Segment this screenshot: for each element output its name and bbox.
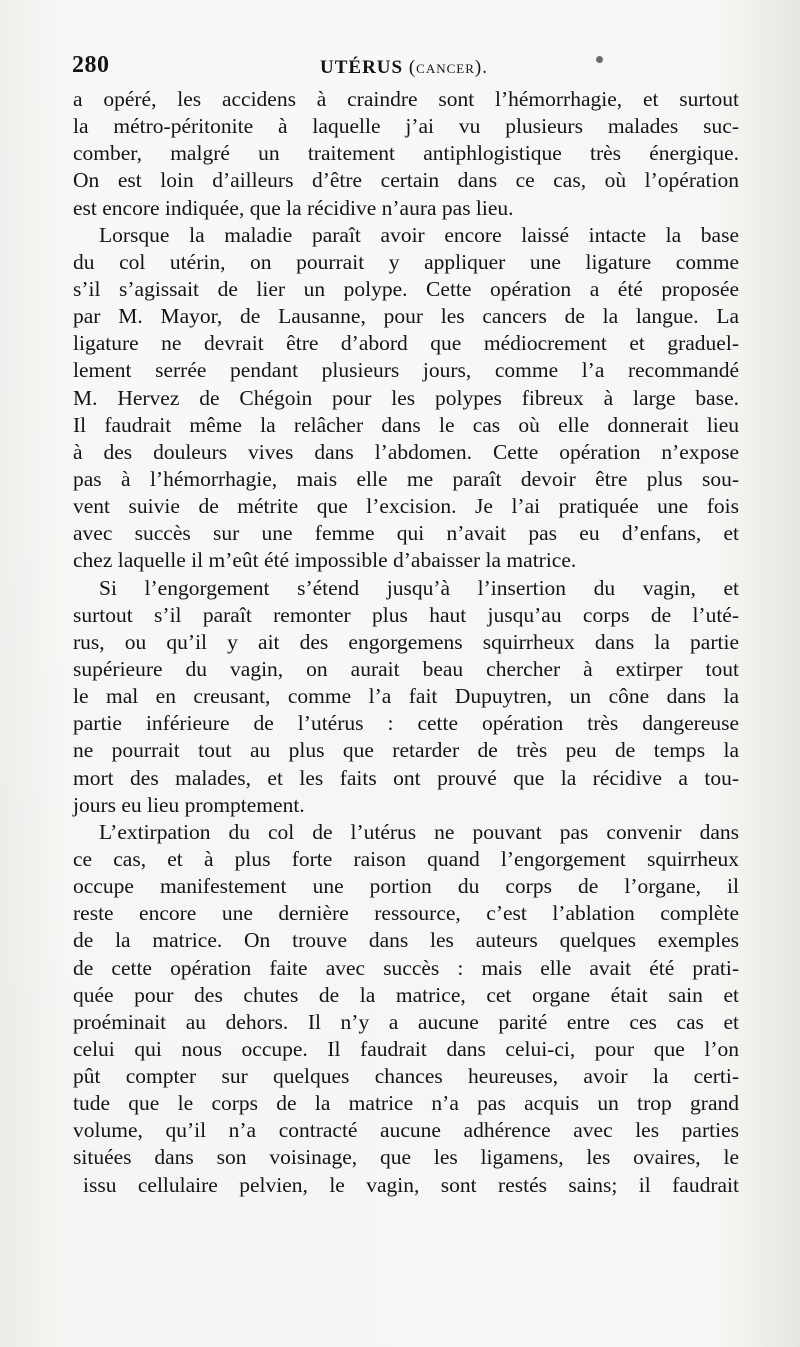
- text-line: du col utérin, on pourrait y appliquer une ligature comme: [73, 249, 739, 274]
- text-line: a opéré, les accidens à craindre sont l’hémorrhagie, et surtout: [73, 87, 739, 111]
- running-title-sub: (cancer).: [408, 57, 488, 78]
- text-line: tude que le corps de la matrice n’a pas acquis un trop grand: [73, 1091, 739, 1116]
- ink-speck: [596, 56, 603, 63]
- text-line: ce cas, et à plus forte raison quand l’engorgement squirrheux: [73, 846, 739, 871]
- text-line: pas à l’hémorrhagie, mais elle me paraît devoir être plus sou-: [73, 466, 739, 491]
- text-line: comber, malgré un traitement antiphlogistique très énergique.: [73, 141, 739, 166]
- text-line: chez laquelle il m’eût été impossible d’abaisser la matrice.: [73, 548, 577, 573]
- text-line: ne pourrait tout au plus que retarder de très peu de temps la: [73, 738, 739, 763]
- text-line: situées dans son voisinage, que les ligamens, les ovaires, le: [73, 1145, 739, 1170]
- text-line: M. Hervez de Chégoin pour les polypes fibreux à large base.: [73, 385, 739, 410]
- body-text: [73, 86, 739, 1199]
- text-line: le mal en creusant, comme l’a fait Dupuytren, un cône dans la: [73, 684, 739, 709]
- running-title: [320, 57, 488, 79]
- text-line: proéminait au dehors. Il n’y a aucune parité entre ces cas et: [73, 1009, 739, 1034]
- text-line: jours eu lieu promptement.: [73, 792, 305, 817]
- text-line: Il faudrait même la relâcher dans le cas où elle donnerait lieu: [73, 412, 739, 437]
- text-line: supérieure du vagin, on aurait beau chercher à extirper tout: [73, 656, 739, 681]
- running-title-main: UTÉRUS: [320, 57, 404, 78]
- text-line: volume, qu’il n’a contracté aucune adhérence avec les parties: [73, 1118, 739, 1143]
- text-line: rus, ou qu’il y ait des engorgemens squirrheux dans la partie: [73, 629, 739, 654]
- text-line: vent suivie de métrite que l’excision. Je l’ai pratiquée une fois: [73, 494, 739, 519]
- text-line: ligature ne devrait être d’abord que médiocrement et graduel-: [73, 331, 739, 356]
- text-line: lement serrée pendant plusieurs jours, comme l’a recommandé: [73, 358, 739, 383]
- text-line: mort des malades, et les faits ont prouvé que la récidive a tou-: [73, 765, 739, 790]
- text-line: s’il s’agissait de lier un polype. Cette opération a été proposée: [73, 276, 739, 301]
- text-line: celui qui nous occupe. Il faudrait dans celui-ci, pour que l’on: [73, 1036, 739, 1061]
- text-line: occupe manifestement une portion du corps de l’organe, il: [73, 874, 739, 899]
- text-line: reste encore une dernière ressource, c’est l’ablation complète: [73, 901, 739, 926]
- text-line: On est loin d’ailleurs d’être certain dans ce cas, où l’opération: [73, 168, 739, 193]
- text-line: de la matrice. On trouve dans les auteurs quelques exemples: [73, 928, 739, 953]
- text-line: Lorsque la maladie paraît avoir encore laissé intacte la base: [99, 222, 739, 247]
- text-line: de cette opération faite avec succès : mais elle avait été prati-: [73, 955, 739, 980]
- text-line: quée pour des chutes de la matrice, cet organe était sain et: [73, 982, 739, 1007]
- text-line: Si l’engorgement s’étend jusqu’à l’insertion du vagin, et: [99, 575, 739, 600]
- text-line: surtout s’il paraît remonter plus haut jusqu’au corps de l’uté-: [73, 602, 739, 627]
- text-line: issu cellulaire pelvien, le vagin, sont restés sains; il faudrait: [83, 1172, 739, 1197]
- text-line: partie inférieure de l’utérus : cette opération très dangereuse: [73, 711, 739, 736]
- text-line: à des douleurs vives dans l’abdomen. Cette opération n’expose: [73, 439, 739, 464]
- running-head: [72, 52, 742, 86]
- page-number: 280: [72, 52, 110, 78]
- text-line: la métro-péritonite à laquelle j’ai vu plusieurs malades suc-: [73, 114, 739, 139]
- text-line: par M. Mayor, de Lausanne, pour les cancers de la langue. La: [73, 304, 739, 329]
- text-line: pût compter sur quelques chances heureuses, avoir la certi-: [73, 1064, 739, 1089]
- text-line: L’extirpation du col de l’utérus ne pouvant pas convenir dans: [99, 819, 739, 844]
- text-line: avec succès sur une femme qui n’avait pas eu d’enfans, et: [73, 521, 739, 546]
- text-line: est encore indiquée, que la récidive n’aura pas lieu.: [73, 195, 514, 220]
